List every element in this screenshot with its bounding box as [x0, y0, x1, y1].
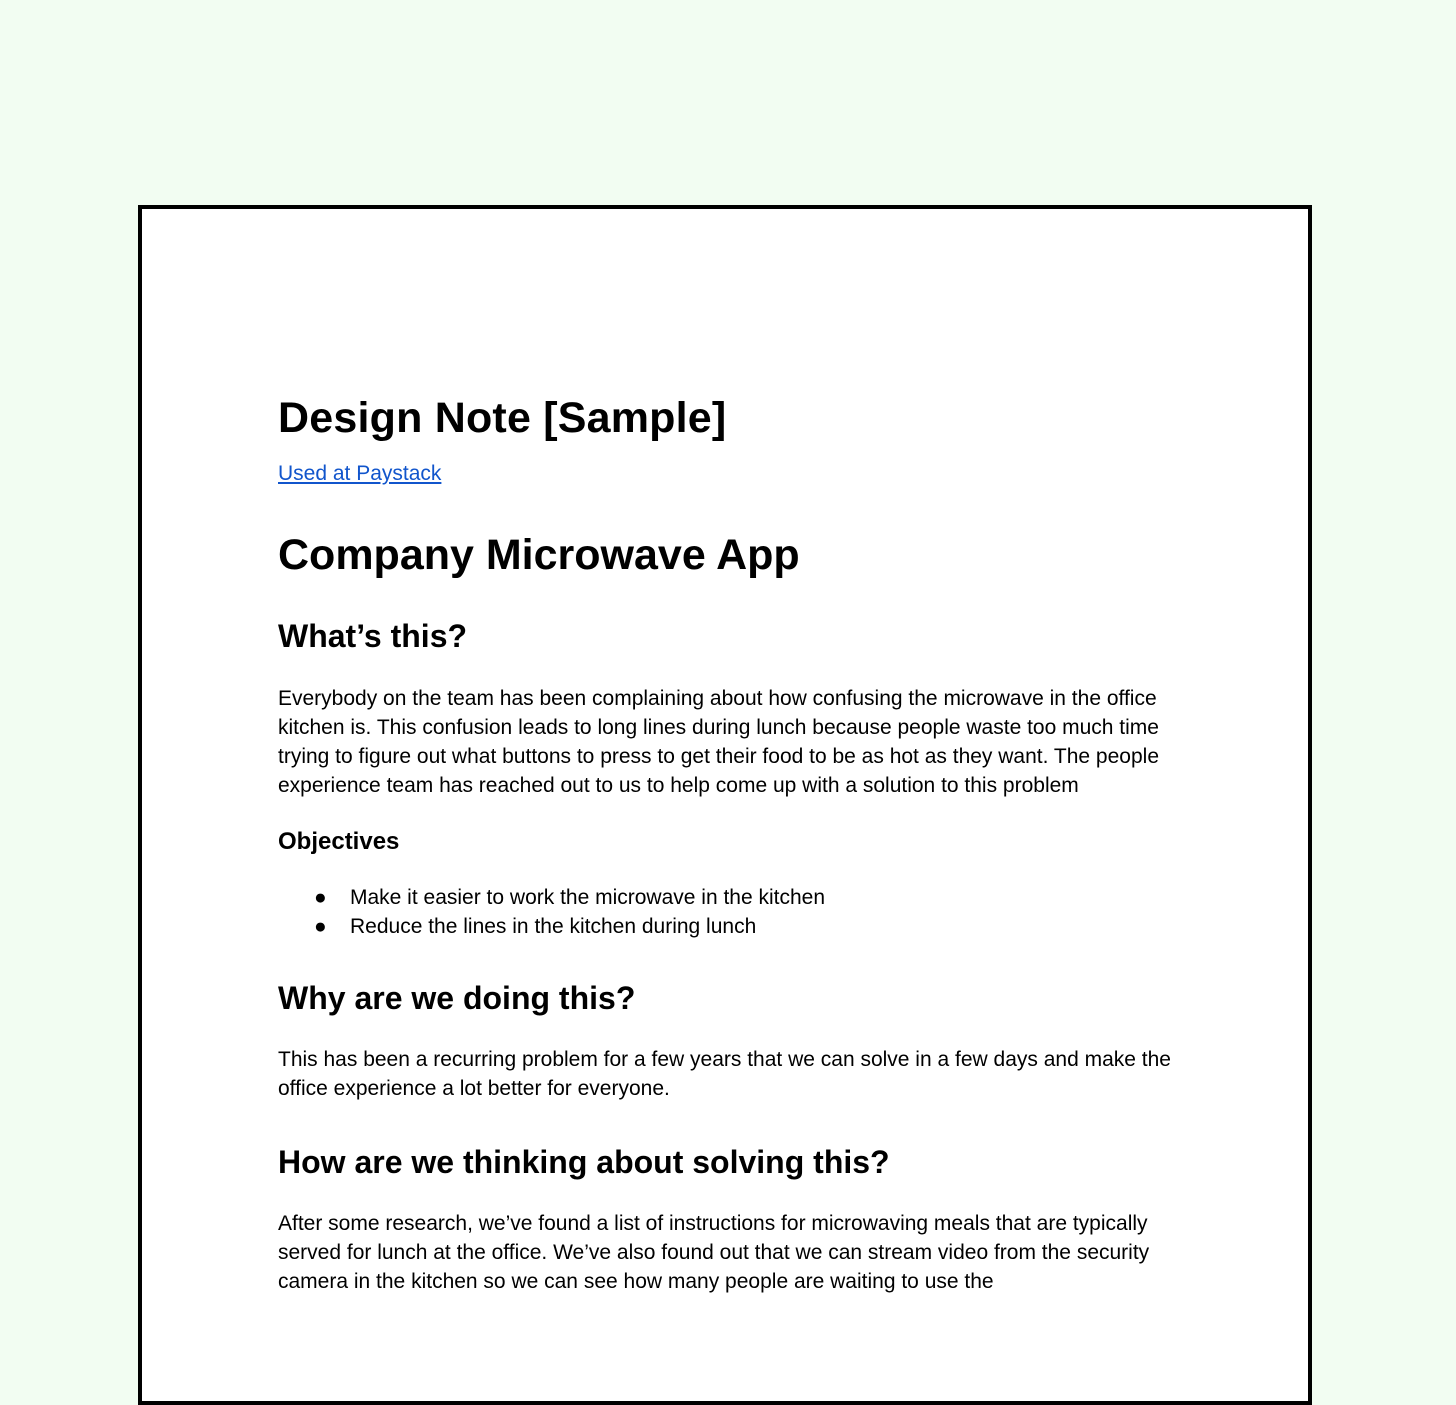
list-item-text: Make it easier to work the microwave in the kitchen [350, 885, 826, 909]
used-at-paystack-link[interactable]: Used at Paystack [278, 461, 442, 485]
bullet-icon: ● [314, 885, 327, 909]
list-item [278, 912, 1183, 941]
document-content [278, 393, 1183, 1296]
document-title: Design Note [Sample] [278, 394, 727, 442]
heading-whats-this: What’s this? [278, 618, 468, 655]
paragraph-how: After some research, we’ve found a list of instructions for microwaving meals that are typically served for lunch at the office. We’ve also found out that we can stream video from the security camera in the kitchen so we can see how many people are waiting to use the [278, 1212, 1150, 1294]
paragraph-why: This has been a recurring problem for a few years that we can solve in a few days and make the office experience a lot better for everyone. [278, 1047, 1171, 1100]
document-page [138, 205, 1312, 1405]
list-item [278, 883, 1183, 912]
objectives-list [278, 883, 1183, 941]
list-item-text: Reduce the lines in the kitchen during lunch [350, 914, 757, 938]
heading-how: How are we thinking about solving this? [278, 1143, 890, 1180]
heading-objectives: Objectives [278, 827, 400, 855]
heading-why: Why are we doing this? [278, 979, 636, 1016]
paragraph-whats-this: Everybody on the team has been complaining about how confusing the microwave in the office kitchen is. This confusion leads to long lines during lunch because people waste too much time trying to figure out what buttons to press to get their food to be as hot as they want. The people experience team has reached out to us to help come up with a solution to this problem [278, 686, 1159, 797]
bullet-icon: ● [314, 914, 327, 938]
main-title: Company Microwave App [278, 530, 800, 579]
